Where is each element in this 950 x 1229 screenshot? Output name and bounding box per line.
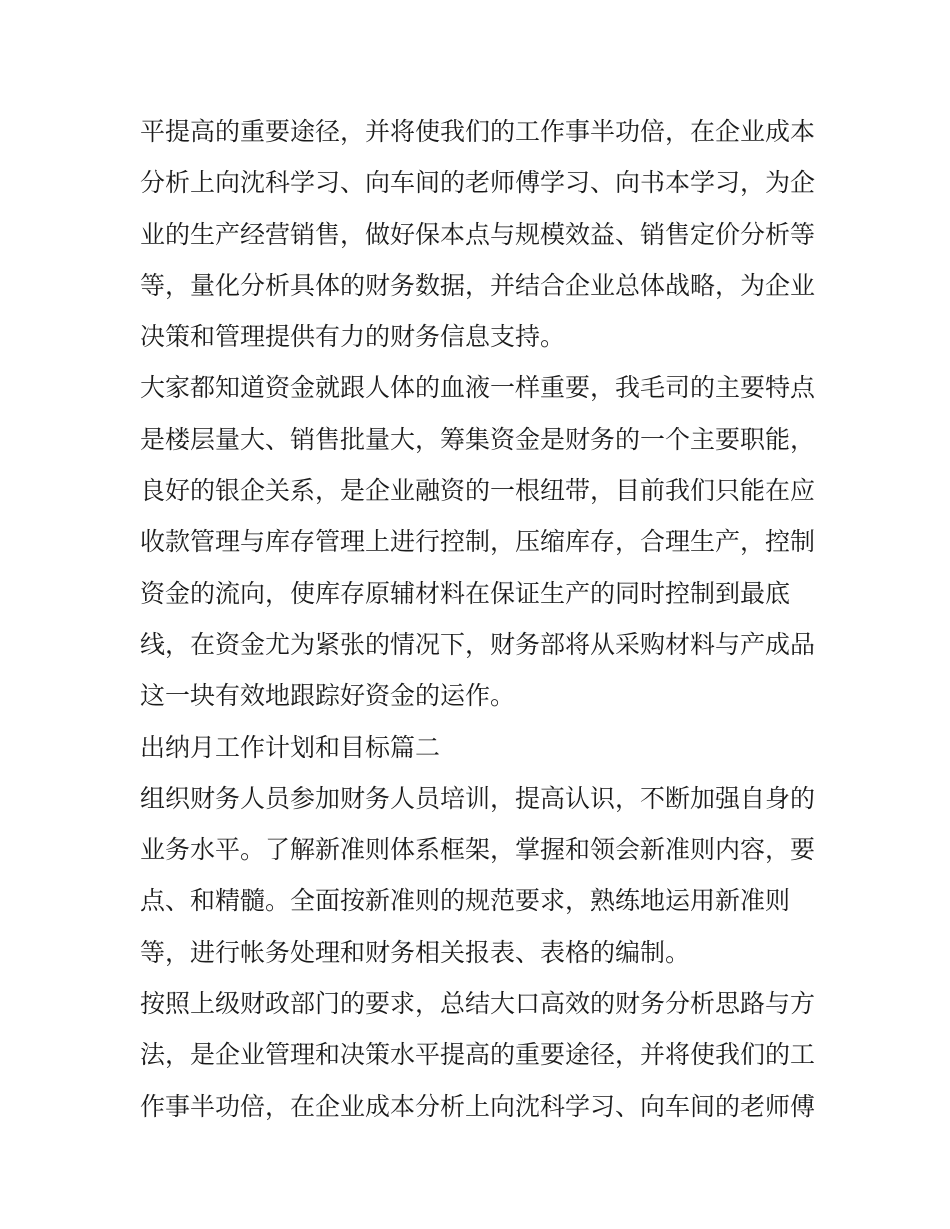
text-line: 平提高的重要途径，并将使我们的工作事半功倍，在企业成本 xyxy=(140,117,816,146)
section-heading: 出纳月工作计划和目标篇二 xyxy=(140,732,441,762)
text-line: 等，量化分析具体的财务数据，并结合企业总体战略，为企业 xyxy=(140,270,816,300)
text-line: 业务水平。了解新准则体系框架，掌握和领会新准则内容，要 xyxy=(140,835,816,865)
document-body xyxy=(140,106,820,1132)
text-line: 等，进行帐务处理和财务相关报表、表格的编制。 xyxy=(140,937,691,967)
text-line: 良好的银企关系，是企业融资的一根纽带，目前我们只能在应 xyxy=(140,476,816,506)
text-line: 法，是企业管理和决策水平提高的重要途径，并将使我们的工 xyxy=(140,1040,816,1070)
text-line: 决策和管理提供有力的财务信息支持。 xyxy=(140,322,566,352)
text-line: 按照上级财政部门的要求，总结大口高效的财务分析思路与方 xyxy=(140,989,816,1019)
text-line: 收款管理与库存管理上进行控制，压缩库存，合理生产，控制 xyxy=(140,527,816,557)
text-line: 是楼层量大、销售批量大，筹集资金是财务的一个主要职能， xyxy=(140,424,816,454)
text-line: 作事半功倍，在企业成本分析上向沈科学习、向车间的老师傅 xyxy=(140,1091,816,1121)
text-line: 业的生产经营销售，做好保本点与规模效益、销售定价分析等 xyxy=(140,219,816,249)
text-line: 大家都知道资金就跟人体的血液一样重要，我毛司的主要特点 xyxy=(140,373,816,403)
text-line: 点、和精髓。全面按新准则的规范要求，熟练地运用新准则 xyxy=(140,886,791,916)
text-line: 资金的流向，使库存原辅材料在保证生产的同时控制到最底 xyxy=(140,578,791,608)
text-line: 分析上向沈科学习、向车间的老师傅学习、向书本学习，为企 xyxy=(140,168,816,198)
text-line: 组织财务人员参加财务人员培训，提高认识，不断加强自身的 xyxy=(140,783,816,813)
text-line: 这一块有效地跟踪好资金的运作。 xyxy=(140,681,516,711)
text-line: 线，在资金尤为紧张的情况下，财务部将从采购材料与产成品 xyxy=(140,629,816,659)
